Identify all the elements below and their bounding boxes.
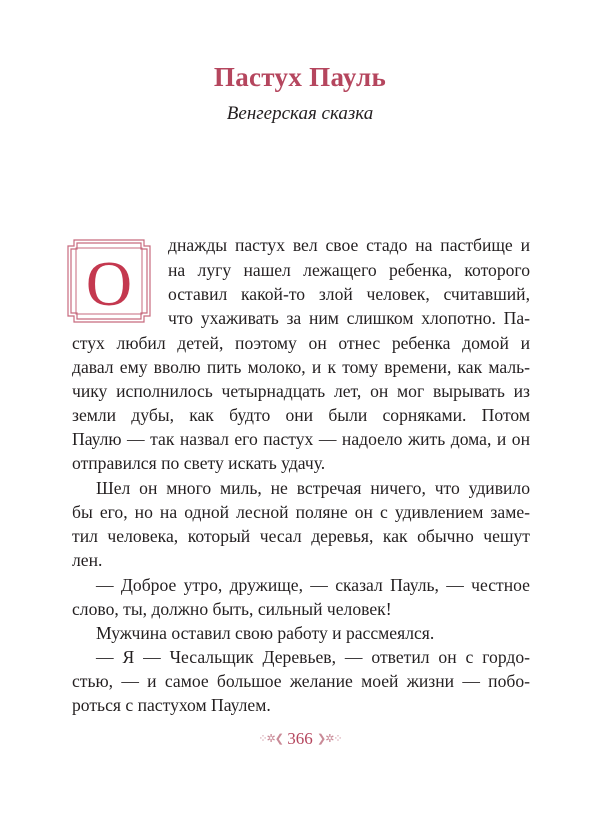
text-line: чику исполнилось четырнадцать лет, он мог вырывать из [72,381,530,401]
ornament-right-icon: ❯✲⁘ [317,733,342,745]
drop-cap-letter: О [85,248,133,319]
text-line: — Я — Чесальщик Деревьев, — ответил он с гордо- [96,647,530,667]
story-title: Пастух Пауль [213,62,387,92]
text-line: оставил какой-то злой человек, считавший, [168,284,530,304]
text-line: Мужчина оставил свою работу и рассмеялся. [96,623,435,643]
text-line: лен. [72,550,103,570]
text-line: бы его, но на одной лесной поляне он с удивлением заме- [72,502,530,522]
page-number: 366 [287,729,313,748]
text-line: что ухаживать за ним слишком хлопотно. Па- [168,308,530,328]
text-line: Паулю — так назвал его пастух — надоело жить дома, и он [72,429,530,449]
text-line: на лугу нашел лежащего ребенка, которого [168,260,530,280]
drop-cap [66,238,152,324]
ornament-left-icon: ⁘✲❮ [258,733,283,745]
text-line: стух любил детей, поэтому он отнес ребенка домой и [72,333,530,353]
story-subtitle: Венгерская сказка [226,103,374,124]
text-line: давал ему вволю пить молоко, и к тому времени, как маль- [72,357,530,377]
page-number-footer [0,729,600,749]
text-line: тил человека, который чесал деревья, как обычно чешут [72,526,530,546]
text-line: — Доброе утро, дружище, — сказал Пауль, — честное [96,575,530,595]
text-line: слово, ты, должно быть, сильный человек! [72,599,392,619]
text-line: земли дубы, как будто они были сорняками. Потом [72,405,530,425]
text-line: Шел он много миль, не встречая ничего, что удивило [96,478,530,498]
text-line: роться с пастухом Паулем. [72,695,271,715]
text-line: отправился по свету искать удачу. [72,453,326,473]
text-line: стью, — и самое большое желание моей жизни — побо- [72,671,530,691]
text-line: днажды пастух вел свое стадо на пастбище и [168,235,530,255]
